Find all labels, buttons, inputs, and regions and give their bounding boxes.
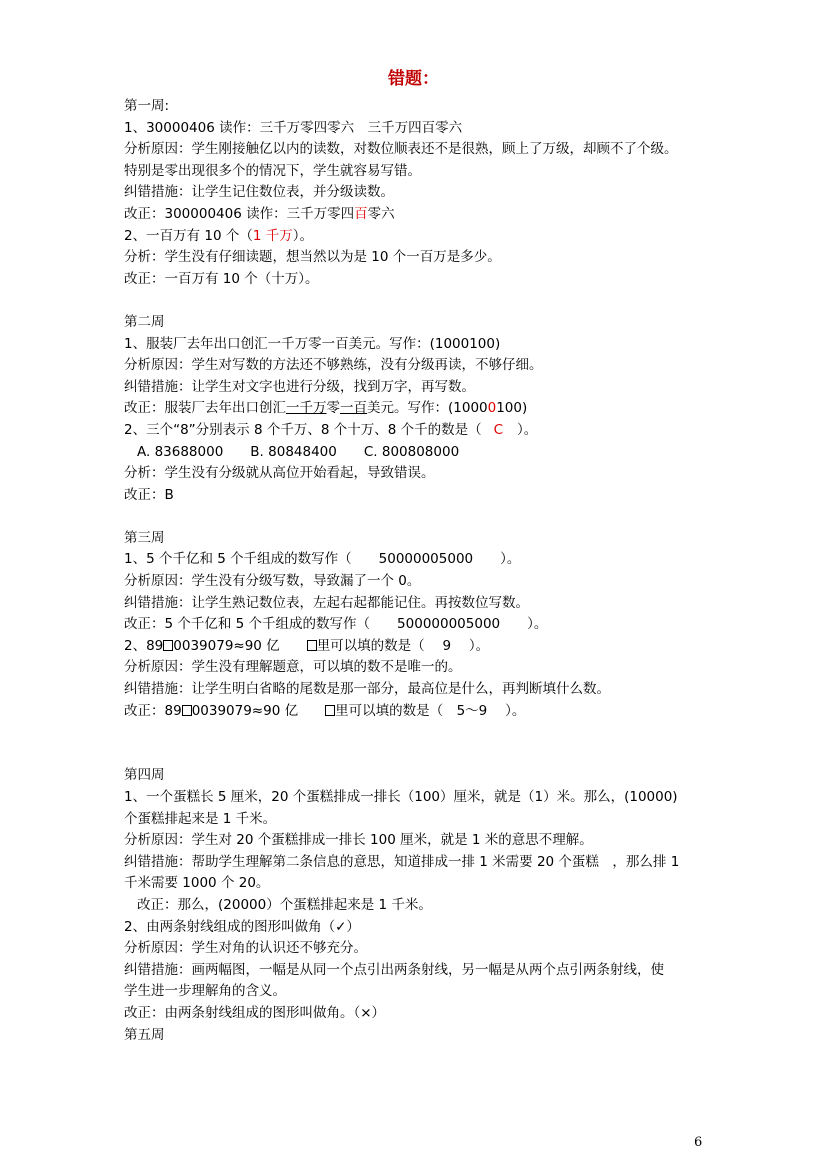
week4-q2-analysis: 分析原因：学生对角的认识还不够充分。 xyxy=(124,940,367,957)
week4-q1-correction: 改正：那么，(20000）个蛋糕排起来是 1 千米。 xyxy=(137,896,432,913)
week2-q2-analysis: 分析：学生没有分级就从高位开始看起，导致错误。 xyxy=(124,465,435,482)
week4-q1-measure: 纠错措施：帮助学生理解第二条信息的意思，知道排成一排 1 米需要 20 个蛋糕 ，那么排 1 xyxy=(124,853,680,870)
week1-q1-analysis-cont: 特别是零出现很多个的情况下，学生就容易写错。 xyxy=(124,162,421,179)
text: 里可以填的数是（ 9 ）。 xyxy=(316,637,490,654)
week1-q1-measure: 纠错措施：让学生记住数位表，并分级读数。 xyxy=(124,184,394,201)
wrong-answer: C xyxy=(493,421,504,438)
text: 零六 xyxy=(367,205,395,222)
underlined-text: 一百 xyxy=(340,400,367,417)
text: 美元。写作：(1000 xyxy=(367,400,488,417)
week3-q2-analysis: 分析原因：学生没有理解题意，可以填的数不是唯一的。 xyxy=(124,659,462,676)
blank-box-icon xyxy=(163,640,173,651)
text: 0039079≈90 亿 xyxy=(173,637,307,654)
week1-q1-analysis: 分析原因：学生刚接触亿以内的读数，对数位顺表还不是很熟，顾上了万级，却顾不了个级。 xyxy=(124,141,678,158)
week3-q1-measure: 纠错措施：让学生熟记数位表，左起右起都能记住。再按数位写数。 xyxy=(124,594,529,611)
week2-q2-correction: 改正：B xyxy=(124,486,174,503)
week4-q2-correction: 改正：由两条射线组成的图形叫做角。（×） xyxy=(124,1004,386,1021)
week2-q1-analysis: 分析原因：学生对写数的方法还不够熟练，没有分级再读，不够仔细。 xyxy=(124,357,543,374)
week4-q1-analysis: 分析原因：学生对 20 个蛋糕排成一排长 100 厘米，就是 1 米的意思不理解。 xyxy=(124,832,593,849)
text: 里可以填的数是（ 5～9 ）。 xyxy=(335,702,526,719)
blank-box-icon xyxy=(182,705,192,716)
page-number: 6 xyxy=(694,1135,703,1150)
week1-q2-analysis: 分析：学生没有仔细读题，想当然以为是 10 个一百万是多少。 xyxy=(124,249,501,266)
week3-q1-analysis: 分析原因：学生没有分级写数，导致漏了一个 0。 xyxy=(124,573,421,590)
week2-q1-measure: 纠错措施：让学生对文字也进行分级，找到万字，再写数。 xyxy=(124,378,475,395)
week2-heading: 第二周 xyxy=(124,313,165,330)
week2-q1: 1、服装厂去年出口创汇一千万零一百美元。写作：(1000100) xyxy=(124,335,501,352)
document-body xyxy=(124,96,714,1046)
week4-q1: 1、一个蛋糕长 5 厘米，20 个蛋糕排成一排长（100）厘米，就是（1）米。那么，(10000) xyxy=(124,789,678,805)
week2-q2-options: A. 83688000 B. 80848400 C. 800808000 xyxy=(137,443,460,460)
blank-box-icon xyxy=(307,640,317,651)
week1-heading: 第一周: xyxy=(124,98,170,114)
wrong-answer: 1 千万 xyxy=(252,227,293,244)
week5-heading: 第五周 xyxy=(124,1026,165,1043)
week3-q2 xyxy=(124,636,714,658)
week1-q1-correction xyxy=(124,204,714,226)
blank-box-icon xyxy=(325,705,335,716)
week3-q1: 1、5 个千亿和 5 个千组成的数写作（ 50000005000 ）。 xyxy=(124,551,521,568)
text: 2、三个“8”分别表示 8 个千万、8 个十万、8 个千的数是（ xyxy=(124,421,482,438)
highlight-text: 0 xyxy=(487,400,497,417)
week2-q1-correction xyxy=(124,398,714,420)
week4-q2-measure-cont: 学生进一步理解角的含义。 xyxy=(124,983,286,1000)
week4-heading: 第四周 xyxy=(124,767,165,784)
week2-q2 xyxy=(124,420,714,442)
text: 0039079≈90 亿 xyxy=(191,702,326,719)
week4-q2: 2、由两条射线组成的图形叫做角（✓） xyxy=(124,918,360,935)
text: 改正：89 xyxy=(124,702,182,719)
week3-heading: 第三周 xyxy=(124,529,165,546)
highlight-text: 百 xyxy=(354,205,368,222)
week3-q2-correction xyxy=(124,701,714,723)
text: 100) xyxy=(496,400,528,417)
text: 改正：300000406 读作：三千万零四 xyxy=(124,205,355,222)
text: ）。 xyxy=(517,421,538,438)
text: 2、89 xyxy=(124,637,164,654)
underlined-text: 一千万 xyxy=(286,400,327,417)
document-title: 错题： xyxy=(388,69,439,89)
text: ）。 xyxy=(292,227,313,244)
week3-q2-measure: 纠错措施：让学生明白省略的尾数是那一部分，最高位是什么，再判断填什么数。 xyxy=(124,681,610,698)
week4-q1-measure-cont: 千米需要 1000 个 20。 xyxy=(124,875,270,892)
text: 改正：服装厂去年出口创汇 xyxy=(124,400,286,417)
week1-q2 xyxy=(124,226,714,248)
week3-q1-correction: 改正：5 个千亿和 5 个千组成的数写作（ 500000005000 ）。 xyxy=(124,616,548,633)
text: 零 xyxy=(326,400,340,417)
week4-q2-measure: 纠错措施：画两幅图，一幅是从同一个点引出两条射线，另一幅是从两个点引两条射线，使 xyxy=(124,961,664,978)
week1-q2-correction: 改正：一百万有 10 个（十万）。 xyxy=(124,270,319,287)
week1-q1: 1、30000406 读作：三千万零四零六 三千万四百零六 xyxy=(124,119,463,136)
week4-q1-cont: 个蛋糕排起来是 1 千米。 xyxy=(124,810,277,827)
text: 2、一百万有 10 个（ xyxy=(124,227,253,244)
